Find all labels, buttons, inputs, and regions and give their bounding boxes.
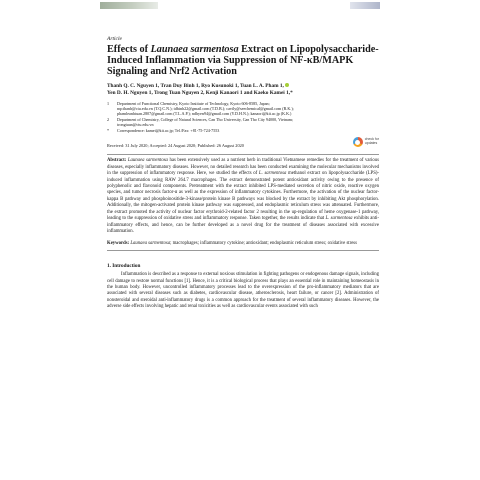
article-type: Article [107, 36, 122, 42]
affiliation-number: 2 [107, 116, 110, 122]
article-content [107, 36, 379, 311]
title-part-1: Effects of [107, 44, 151, 55]
divider [107, 154, 379, 155]
orcid-icon[interactable] [285, 83, 289, 87]
journal-header [100, 0, 380, 12]
keywords [107, 241, 379, 247]
abstract-label: Abstract: [107, 158, 127, 164]
correspondence-line[interactable]: Correspondence: kamei@kit.ac.jp; Tel./Fax: +81-75-724-7553 [117, 128, 220, 134]
affiliation-line[interactable]: nqcthanh@ctu.edu.vn (T.Q.C.N.); tdbinh22@gmail.com (T.D.B.); cavily@seechemical@gmail.com (R.K.); [117, 105, 294, 111]
abstract-text-c: exhibits anti-inflammatory effects, and hence, can be further developed as a novel drug for the treatment of diseases associated with excessive inflammation. [107, 216, 379, 235]
abstract [107, 158, 379, 235]
affiliation-2 [107, 117, 379, 127]
journal-logo [100, 2, 158, 9]
keywords-text: ; macrophages; inflammatory cytokine; antioxidant; endoplasmic reticulum stress; oxidative stress [170, 240, 357, 246]
abstract-species-2: L. sarmentosa [258, 171, 287, 177]
affiliation-line: Department of Chemistry, College of Natural Sciences, Can Tho University, Can Tho City 94000, Vietnam; [117, 116, 294, 122]
abstract-text-a: has been extensively used as a nutrient herb in traditional Vietnamese remedies for the treatment of various diseases, especially inflammatory diseases. However, no detailed research has been conducted examining the molecular mechanisms involved in the suppression of inflammatory response. Here, we studied the effects of [107, 158, 380, 177]
check-updates-icon [353, 137, 363, 147]
affiliation-number: * [107, 128, 110, 134]
authors-line-1: Thanh Q. C. Nguyen 1, Tran Duy Binh 1, Ryo Kusunoki 1, Tuan L. A. Pham 1, [107, 82, 284, 89]
publication-dates-row [107, 139, 379, 151]
keywords-species: Launaea sarmentosa [130, 240, 171, 246]
author-list [107, 83, 379, 97]
check-updates-line-2: updates [364, 141, 378, 146]
divider [107, 250, 379, 251]
affiliation-line: Department of Functional Chemistry, Kyoto Institute of Technology, Kyoto 606-8585, Japan; [117, 100, 270, 106]
abstract-species: Launaea sarmentosa [127, 158, 168, 164]
publisher-logo [350, 2, 380, 9]
publication-dates: Received: 31 July 2020; Accepted: 24 August 2020; Published: 26 August 2020 [107, 143, 244, 149]
abstract-text-b: methanol extract on lipopolysaccharide (LPS)-induced inflammation using RAW 264.7 macrophages. The extract demonstrated potent antioxidant activity owing to the presence of polyphenolic and flavonoid components. Pretreatment with the extract inhibited LPS-mediated secretion of nitric oxide, reactive oxygen species, and tumor necrosis factor-α as well as the expression of inflammatory cytokines. Furthermore, the activation of the nuclear factor-kappa B pathway and phosphoinositide-3-kinase/protein kinase B pathways was blocked by the extract by inhibiting Akt phosphorylation. Additionally, the mitogen-activated protein kinase pathway was suppressed, and endoplasmic reticulum stress was attenuated. Furthermore, the extract promoted the activity of nuclear factor erythroid-2-related factor 2 resulting in the up-regulation of heme oxygenase-1 pathway, leading to the suppression of oxidative stress and inflammatory response. Taken together, the results indicate that [107, 171, 379, 222]
article-title [107, 44, 379, 78]
keywords-label: Keywords: [107, 240, 130, 246]
affiliation-line[interactable]: trongtuan@ctu.edu.vn [117, 121, 154, 127]
section-title: 1. Introduction [107, 263, 141, 270]
title-species: Launaea sarmentosa [150, 44, 239, 55]
correspondence [107, 128, 379, 133]
title-part-3: Extract on Lipopolysaccharide-Induced Inflammation via Suppression of NF-κB/MAPK Signaling and Nrf2 Activation [107, 44, 379, 78]
affiliation-line[interactable]: phamleanhtuan.2807@gmail.com (T.L.A.P.); ndhyen94@gmail.com (Y.D.H.N.); kanaori@kit.ac.jp (K.K.) [117, 110, 292, 116]
affiliation-number: 1 [107, 100, 110, 106]
section-body: Inflammation is described as a response to external noxious stimulation in fighting pathogens or endogenous damage signals, including cell damage to restore normal functions [1]. Hence, it is a critical biological process that plays an essential role in maintaining homeostasis in the human body. However, uncontrolled inflammatory processes lead to the overexpression of the pro-inflammatory mediators that are associated with several diseases such as diabetes, cardiovascular disease, atherosclerosis, heart failure, or cancer [2]. Administration of nonsteroidal and steroidal anti-inflammatory drugs is a common approach for the treatment of several inflammatory diseases. However, the adverse side effects involving hepatic and renal toxicities as well as cardiovascular events associated with such [107, 272, 379, 310]
check-for-updates-button[interactable] [353, 137, 379, 147]
abstract-species-3: L. sarmentosa [325, 216, 353, 222]
check-updates-line-1: check for [364, 137, 379, 142]
affiliation-1 [107, 101, 379, 116]
authors-line-2: Yen D. H. Nguyen 1, Trong Tuan Nguyen 2, Kenji Kanaori 1 and Kaeko Kamei 1,* [107, 89, 293, 96]
check-updates-label [365, 138, 379, 146]
